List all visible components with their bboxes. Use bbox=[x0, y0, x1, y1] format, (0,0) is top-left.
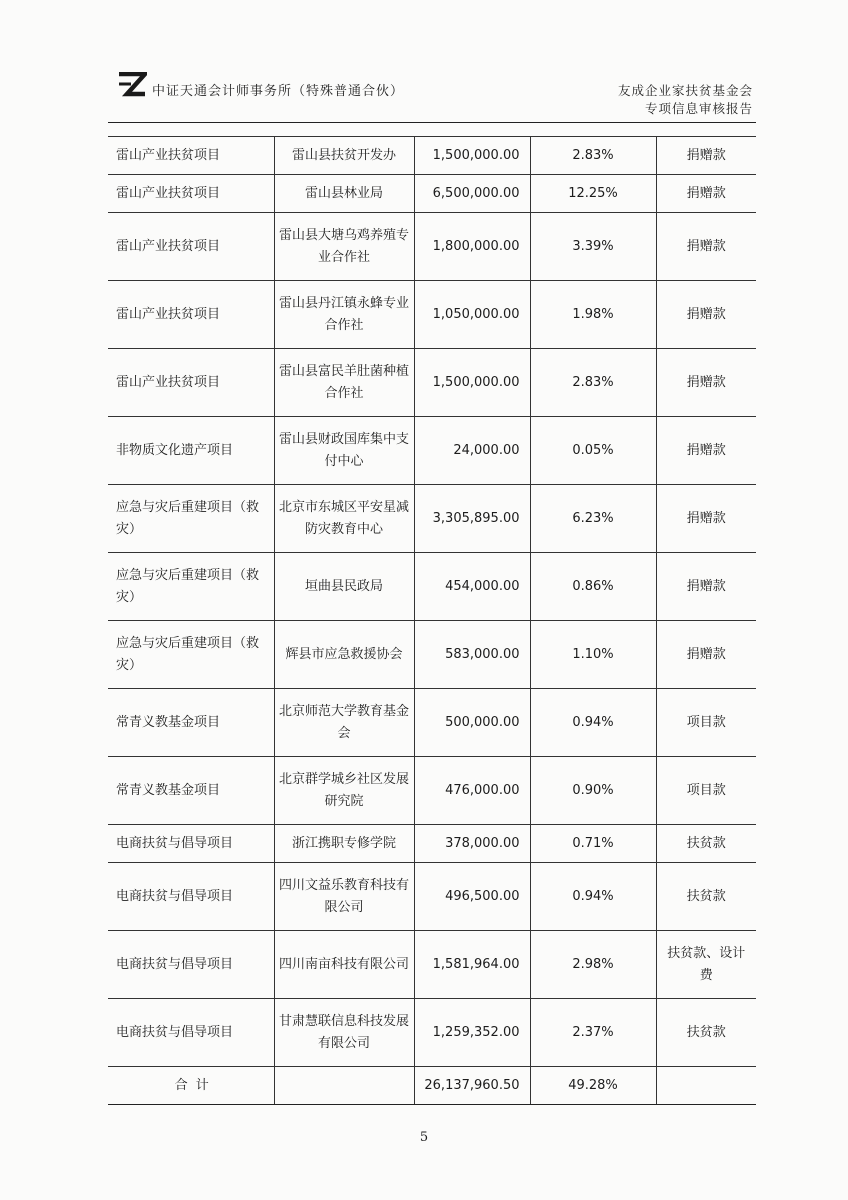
recipient-cell: 四川南亩科技有限公司 bbox=[274, 931, 414, 999]
table-row bbox=[108, 931, 756, 999]
fund-type-cell: 捐赠款 bbox=[656, 175, 756, 213]
project-cell: 电商扶贫与倡导项目 bbox=[108, 825, 274, 863]
amount-cell: 583,000.00 bbox=[414, 621, 530, 689]
percent-cell: 1.10% bbox=[530, 621, 656, 689]
recipient-cell: 浙江携职专修学院 bbox=[274, 825, 414, 863]
percent-cell: 0.90% bbox=[530, 757, 656, 825]
page-number: 5 bbox=[419, 1130, 429, 1145]
recipient-cell: 甘肃慧联信息科技发展有限公司 bbox=[274, 999, 414, 1067]
firm-name: 中证天通会计师事务所（特殊普通合伙） bbox=[152, 84, 405, 99]
project-cell: 雷山产业扶贫项目 bbox=[108, 137, 274, 175]
fund-type-cell: 捐赠款 bbox=[656, 281, 756, 349]
recipient-cell: 雷山县扶贫开发办 bbox=[274, 137, 414, 175]
amount-cell: 3,305,895.00 bbox=[414, 485, 530, 553]
amount-cell: 496,500.00 bbox=[414, 863, 530, 931]
table-row bbox=[108, 999, 756, 1067]
total-amount: 26,137,960.50 bbox=[414, 1067, 530, 1105]
percent-cell: 2.37% bbox=[530, 999, 656, 1067]
project-cell: 雷山产业扶贫项目 bbox=[108, 349, 274, 417]
table-row bbox=[108, 689, 756, 757]
project-cell: 应急与灾后重建项目（救灾） bbox=[108, 621, 274, 689]
fund-type-cell: 扶贫款、设计费 bbox=[656, 931, 756, 999]
project-cell: 应急与灾后重建项目（救灾） bbox=[108, 485, 274, 553]
project-cell: 雷山产业扶贫项目 bbox=[108, 281, 274, 349]
amount-cell: 1,500,000.00 bbox=[414, 349, 530, 417]
amount-cell: 378,000.00 bbox=[414, 825, 530, 863]
recipient-cell: 四川文益乐教育科技有限公司 bbox=[274, 863, 414, 931]
table-row bbox=[108, 485, 756, 553]
table-row bbox=[108, 553, 756, 621]
table-row bbox=[108, 863, 756, 931]
recipient-cell: 垣曲县民政局 bbox=[274, 553, 414, 621]
table-row bbox=[108, 137, 756, 175]
fund-type-cell: 捐赠款 bbox=[656, 621, 756, 689]
amount-cell: 1,500,000.00 bbox=[414, 137, 530, 175]
project-cell: 应急与灾后重建项目（救灾） bbox=[108, 553, 274, 621]
recipient-cell: 北京师范大学教育基金会 bbox=[274, 689, 414, 757]
project-cell: 雷山产业扶贫项目 bbox=[108, 175, 274, 213]
recipient-cell: 雷山县丹江镇永蜂专业合作社 bbox=[274, 281, 414, 349]
project-cell: 电商扶贫与倡导项目 bbox=[108, 999, 274, 1067]
document-title bbox=[618, 82, 753, 118]
amount-cell: 1,050,000.00 bbox=[414, 281, 530, 349]
amount-cell: 476,000.00 bbox=[414, 757, 530, 825]
table-row bbox=[108, 417, 756, 485]
fund-type-cell: 捐赠款 bbox=[656, 349, 756, 417]
table-total-row bbox=[108, 1067, 756, 1105]
percent-cell: 2.98% bbox=[530, 931, 656, 999]
fund-type-cell: 项目款 bbox=[656, 757, 756, 825]
amount-cell: 1,581,964.00 bbox=[414, 931, 530, 999]
recipient-cell: 北京群学城乡社区发展研究院 bbox=[274, 757, 414, 825]
project-cell: 电商扶贫与倡导项目 bbox=[108, 931, 274, 999]
table-row bbox=[108, 281, 756, 349]
percent-cell: 0.94% bbox=[530, 863, 656, 931]
recipient-cell: 雷山县林业局 bbox=[274, 175, 414, 213]
project-cell: 电商扶贫与倡导项目 bbox=[108, 863, 274, 931]
fund-type-cell: 扶贫款 bbox=[656, 999, 756, 1067]
recipient-cell: 北京市东城区平安星减防灾教育中心 bbox=[274, 485, 414, 553]
header-rule bbox=[108, 122, 756, 123]
percent-cell: 12.25% bbox=[530, 175, 656, 213]
table-row bbox=[108, 621, 756, 689]
recipient-cell: 雷山县大塘乌鸡养殖专业合作社 bbox=[274, 213, 414, 281]
table-row bbox=[108, 213, 756, 281]
fund-type-cell: 捐赠款 bbox=[656, 553, 756, 621]
fund-type-cell: 扶贫款 bbox=[656, 825, 756, 863]
recipient-cell: 辉县市应急救援协会 bbox=[274, 621, 414, 689]
recipient-cell: 雷山县财政国库集中支付中心 bbox=[274, 417, 414, 485]
amount-cell: 454,000.00 bbox=[414, 553, 530, 621]
amount-cell: 24,000.00 bbox=[414, 417, 530, 485]
fund-type-cell: 项目款 bbox=[656, 689, 756, 757]
total-recipient bbox=[274, 1067, 414, 1105]
total-type bbox=[656, 1067, 756, 1105]
percent-cell: 0.71% bbox=[530, 825, 656, 863]
amount-cell: 6,500,000.00 bbox=[414, 175, 530, 213]
project-cell: 雷山产业扶贫项目 bbox=[108, 213, 274, 281]
percent-cell: 0.86% bbox=[530, 553, 656, 621]
percent-cell: 0.05% bbox=[530, 417, 656, 485]
fund-type-cell: 捐赠款 bbox=[656, 213, 756, 281]
table-row bbox=[108, 175, 756, 213]
donation-table bbox=[108, 136, 756, 1105]
project-cell: 非物质文化遗产项目 bbox=[108, 417, 274, 485]
percent-cell: 0.94% bbox=[530, 689, 656, 757]
fund-type-cell: 捐赠款 bbox=[656, 417, 756, 485]
document-title-line-1: 友成企业家扶贫基金会 bbox=[617, 83, 753, 98]
total-percent: 49.28% bbox=[530, 1067, 656, 1105]
percent-cell: 6.23% bbox=[530, 485, 656, 553]
recipient-cell: 雷山县富民羊肚菌种植合作社 bbox=[274, 349, 414, 417]
table-row bbox=[108, 349, 756, 417]
firm-logo bbox=[117, 72, 147, 98]
fund-type-cell: 捐赠款 bbox=[656, 137, 756, 175]
percent-cell: 3.39% bbox=[530, 213, 656, 281]
total-label: 合 计 bbox=[108, 1067, 274, 1105]
project-cell: 常青义教基金项目 bbox=[108, 689, 274, 757]
fund-type-cell: 扶贫款 bbox=[656, 863, 756, 931]
table-row bbox=[108, 757, 756, 825]
amount-cell: 1,800,000.00 bbox=[414, 213, 530, 281]
fund-type-cell: 捐赠款 bbox=[656, 485, 756, 553]
percent-cell: 1.98% bbox=[530, 281, 656, 349]
project-cell: 常青义教基金项目 bbox=[108, 757, 274, 825]
amount-cell: 500,000.00 bbox=[414, 689, 530, 757]
table-row bbox=[108, 825, 756, 863]
amount-cell: 1,259,352.00 bbox=[414, 999, 530, 1067]
document-title-line-2: 专项信息审核报告 bbox=[644, 101, 753, 116]
donation-table-body bbox=[108, 137, 756, 1105]
percent-cell: 2.83% bbox=[530, 349, 656, 417]
percent-cell: 2.83% bbox=[530, 137, 656, 175]
